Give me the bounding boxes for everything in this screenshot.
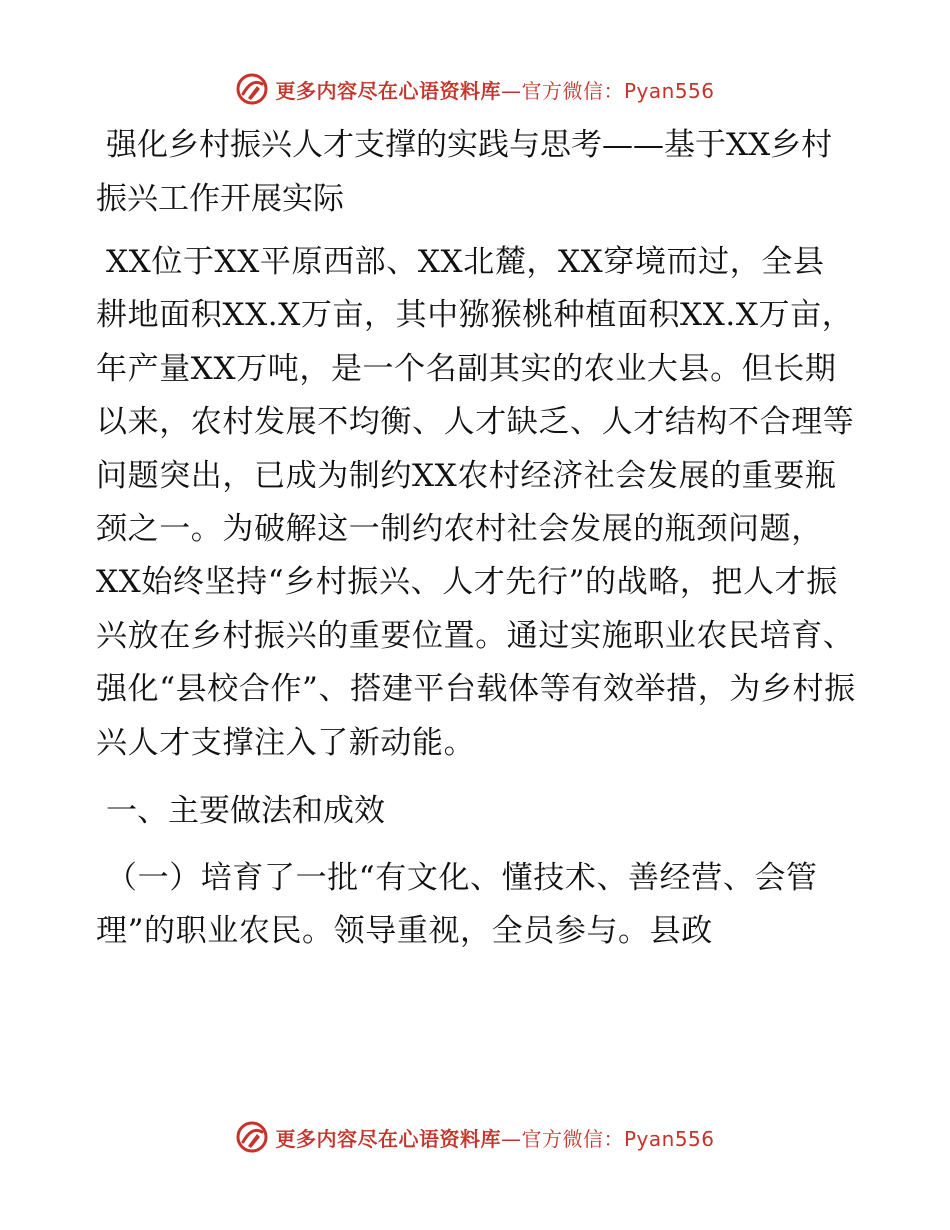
banner-main-text: 更多内容尽在心语资料库 xyxy=(275,1126,501,1151)
banner-wechat-id: Pyan556 xyxy=(623,1126,715,1151)
section-heading: 一、主要做法和成效 xyxy=(106,793,385,830)
footer-banner xyxy=(0,1120,950,1154)
brand-logo-icon xyxy=(235,1120,269,1154)
intro-paragraph: XX位于XX平原西部、XX北麓，XX穿境而过，全县耕地面积XX.X万亩，其中猕猴桃种植面积XX.X万亩，年产量XX万吨，是一个名副其实的农业大县。但长期以来，农村发展不均衡、人才缺乏、人才结构不合理等问题突出，已成为制约XX农村经济社会发展的重要瓶颈之一。为破解这一制约农村社会发展的瓶颈问题，XX始终坚持“乡村振兴、人才先行”的战略，把人才振兴放在乡村振兴的重要位置。通过实施职业农民培育、强化“县校合作”、搭建平台载体等有效举措，为乡村振兴人才支撑注入了新动能。 xyxy=(96,244,856,761)
brand-logo-icon xyxy=(235,72,269,106)
banner-separator: — xyxy=(500,1126,522,1151)
subsection-paragraph: （一）培育了一批“有文化、懂技术、善经营、会管理”的职业农民。领导重视，全员参与。县政 xyxy=(96,860,818,950)
banner-text xyxy=(275,75,714,104)
banner-wechat-label: 官方微信： xyxy=(521,1126,624,1151)
banner-separator: — xyxy=(500,78,522,103)
banner-wechat-label: 官方微信： xyxy=(521,78,624,103)
document-body xyxy=(96,118,856,959)
header-banner xyxy=(0,72,950,106)
banner-text xyxy=(275,1123,714,1152)
document-title: 强化乡村振兴人才支撑的实践与思考——基于XX乡村振兴工作开展实际 xyxy=(96,127,833,217)
banner-wechat-id: Pyan556 xyxy=(623,78,715,103)
banner-main-text: 更多内容尽在心语资料库 xyxy=(275,78,501,103)
